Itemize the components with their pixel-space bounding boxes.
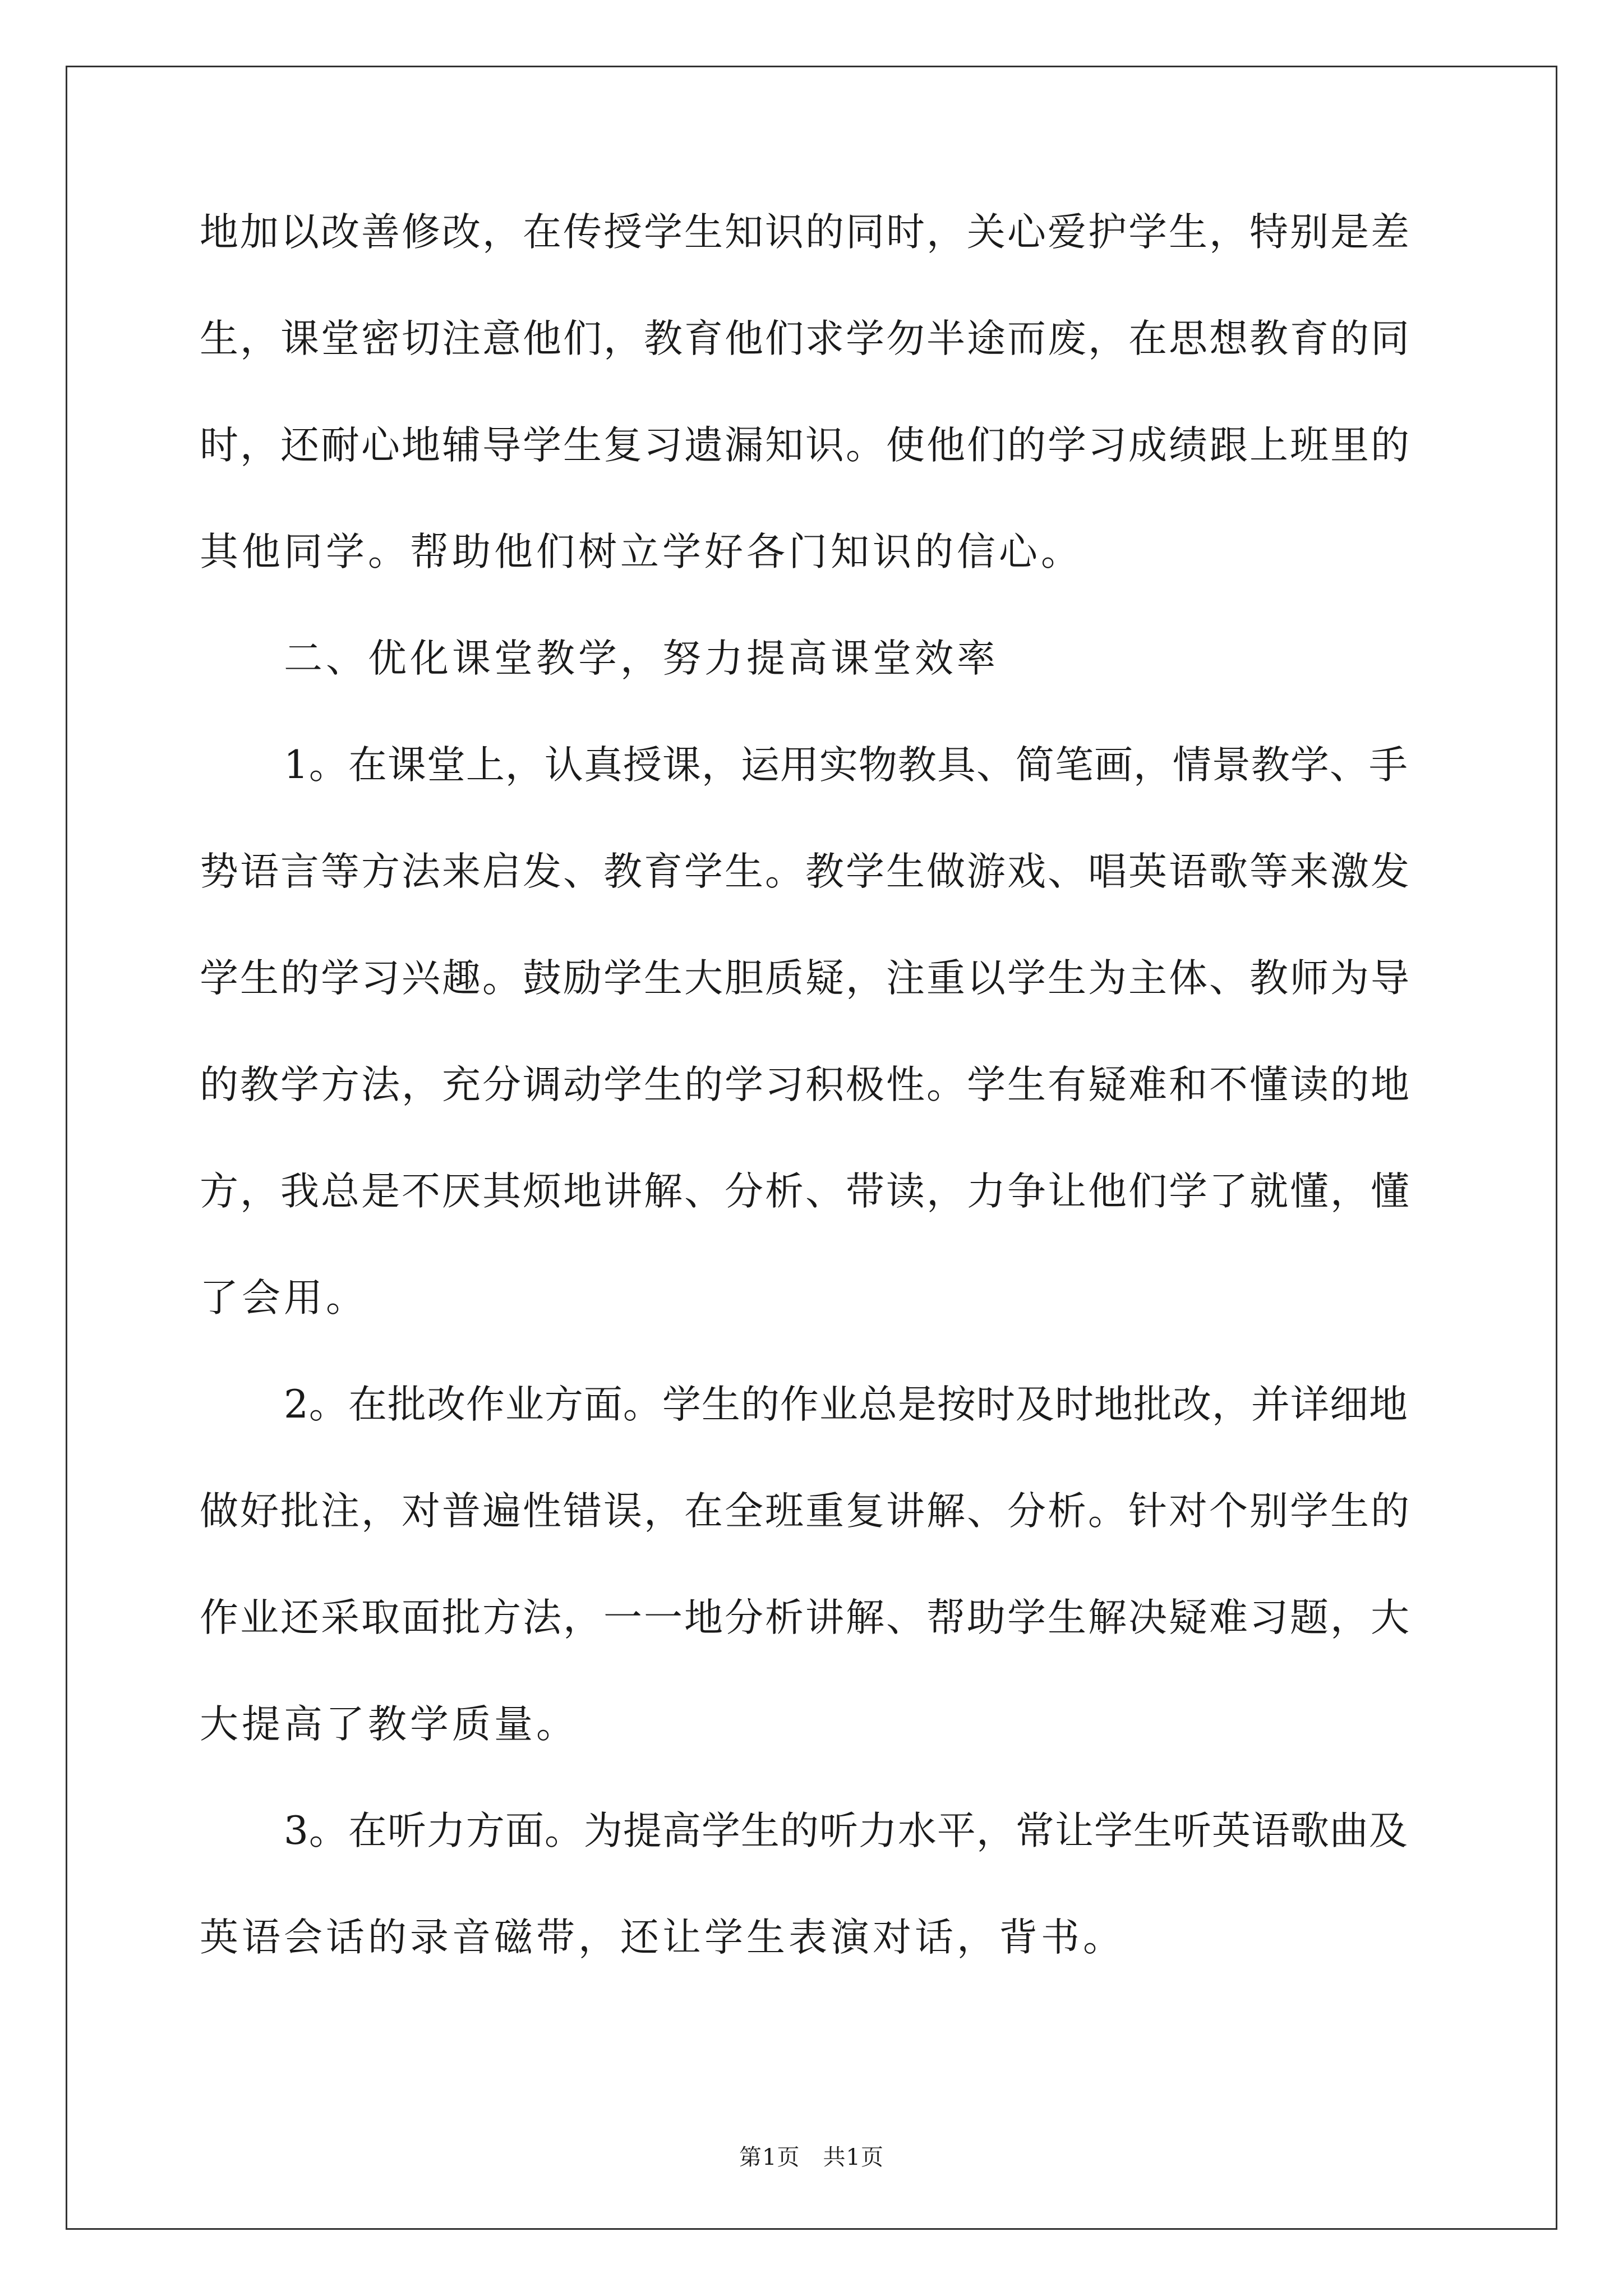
page-border: [66, 66, 1557, 2230]
section-heading: 二、优化课堂教学，努力提高课堂效率: [284, 636, 999, 681]
text-line: 英语会话的录音磁带，还让学生表演对话，背书。: [200, 1915, 1125, 1960]
text-line: 2。在批改作业方面。学生的作业总是按时及时地批改，并详细地: [284, 1382, 1408, 1427]
text-line: 方，我总是不厌其烦地讲解、分析、带读，力争让他们学了就懂，懂: [200, 1169, 1411, 1214]
text-line: 3。在听力方面。为提高学生的听力水平，常让学生听英语歌曲及: [284, 1809, 1408, 1853]
text-line: 学生的学习兴趣。鼓励学生大胆质疑，注重以学生为主体、教师为导: [200, 956, 1411, 1001]
text-line: 做好批注，对普遍性错误，在全班重复讲解、分析。针对个别学生的: [200, 1489, 1411, 1534]
text-line: 1。在课堂上，认真授课，运用实物教具、简笔画，情景教学、手: [284, 743, 1408, 788]
text-line: 势语言等方法来启发、教育学生。教学生做游戏、唱英语歌等来激发: [200, 849, 1411, 894]
text-line: 的教学方法，充分调动学生的学习积极性。学生有疑难和不懂读的地: [200, 1062, 1411, 1107]
text-line: 时，还耐心地辅导学生复习遗漏知识。使他们的学习成绩跟上班里的: [200, 423, 1411, 468]
text-line: 作业还采取面批方法，一一地分析讲解、帮助学生解决疑难习题，大: [200, 1595, 1411, 1640]
text-line: 地加以改善修改，在传授学生知识的同时，关心爱护学生，特别是差: [200, 210, 1411, 255]
text-line: 了会用。: [200, 1276, 368, 1320]
text-line: 生，课堂密切注意他们，教育他们求学勿半途而废，在思想教育的同: [200, 316, 1411, 361]
text-line: 大提高了教学质量。: [200, 1702, 578, 1747]
text-line: 其他同学。帮助他们树立学好各门知识的信心。: [200, 530, 1083, 574]
page-number-footer: 第1页 共1页: [739, 2145, 884, 2170]
